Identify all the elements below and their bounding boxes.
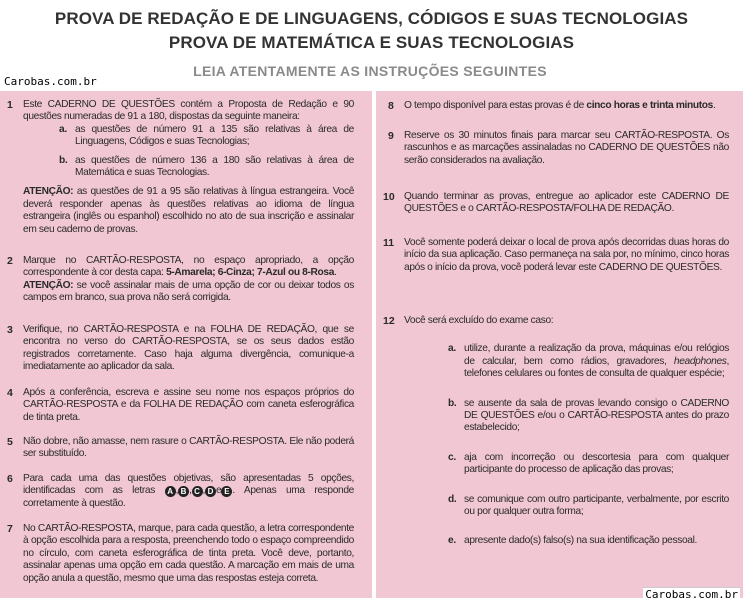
letter-and: e	[216, 485, 222, 497]
instruction-item-12	[404, 315, 729, 548]
sub-letter: b.	[448, 397, 457, 409]
option-letter-c-icon: C	[192, 486, 203, 497]
instruction-item-11: Você somente poderá deixar o local de prova após decorridas duas horas do início da sua aplicação. Caso permaneça na sala por, no mínimo, cinco horas após o início da prova, você poderá levar este CADERNO DE QUESTÕES.	[404, 237, 729, 273]
instruction-item-9: Reserve os 30 minutos finais para marcar seu CARTÃO-RESPOSTA. Os rascunhos e as marcações assinaladas no CADERNO DE QUESTÕES não serão considerados na avaliação.	[404, 130, 729, 166]
item-8-text-post: .	[713, 100, 716, 111]
instruction-item-2: Marque no CARTÃO-RESPOSTA, no espaço apropriado, a opção correspondente à cor desta capa: 5-Amarela; 6-Cinza; 7-Azul ou 8-Rosa. ATENÇÃO: se você assinalar mais de uma opção de cor ou deixar todos os campos em branco, sua prova não será corrigida.	[23, 255, 354, 304]
item-number: 5	[7, 436, 13, 448]
sub-text: apresente dado(s) falso(s) na sua identificação pessoal.	[464, 535, 697, 547]
left-instructions-panel	[0, 91, 372, 598]
sub-letter: c.	[448, 451, 456, 463]
item-number: 6	[7, 473, 13, 485]
sub-letter: a.	[59, 123, 67, 135]
option-letter-b-icon: B	[178, 486, 189, 497]
item-number: 2	[7, 255, 13, 267]
sub-text: se ausente da sala de provas levando consigo o CADERNO DE QUESTÕES e/ou o CARTÃO-RESPOSTA antes do prazo estabelecido;	[464, 397, 729, 434]
sub-text-post: , telefones celulares ou fontes de consulta de qualquer espécie;	[464, 355, 729, 380]
watermark-top: Carobas.com.br	[4, 75, 97, 88]
item-number: 12	[383, 315, 395, 327]
attention-label: ATENÇÃO:	[23, 186, 74, 198]
exam-duration: cinco horas e trinta minutos	[586, 100, 713, 111]
letter-separator: ,	[189, 485, 192, 497]
item-12-sub-d	[446, 494, 729, 519]
instruction-item-4: Após a conferência, escreva e assine seu nome nos espaços próprios do CARTÃO-RESPOSTA e da FOLHA DE REDAÇÃO com caneta esferográfica de tinta preta.	[23, 387, 354, 423]
instruction-item-8	[404, 100, 729, 112]
header-title-1: PROVA DE REDAÇÃO E DE LINGUAGENS, CÓDIGOS E SUAS TECNOLOGIAS	[54, 9, 689, 28]
sub-text: as questões de número 91 a 135 são relativas à área de Linguagens, Códigos e suas Tecnologias;	[75, 123, 354, 148]
sub-letter: e.	[448, 535, 456, 547]
sub-text: as questões de número 136 a 180 são relativas à área de Matemática e suas Tecnologias.	[75, 154, 354, 179]
item-12-sub-c	[446, 452, 729, 477]
instruction-item-1	[23, 99, 354, 236]
item-number: 1	[7, 99, 13, 111]
sub-letter: d.	[448, 493, 457, 505]
cover-colors: 5-Amarela; 6-Cinza; 7-Azul ou 8-Rosa	[166, 267, 335, 279]
letter-separator: ,	[175, 485, 179, 497]
instruction-item-5: Não dobre, não amasse, nem rasure o CARTÃO-RESPOSTA. Ele não poderá ser substituído.	[23, 436, 354, 460]
attention-text: se você assinalar mais de uma opção de cor ou deixar todos os campos em branco, sua prova não será corrigida.	[23, 279, 354, 304]
option-letter-a-icon: A	[165, 486, 176, 497]
option-letter-d-icon: D	[205, 486, 216, 497]
item-6-text: Para cada uma das questões objetivas, são apresentadas 5 opções, identificadas com as letras	[23, 473, 354, 497]
letter-separator: ,	[202, 485, 206, 497]
sub-letter: a.	[448, 343, 456, 355]
item-8-text: O tempo disponível para estas provas é de	[404, 100, 584, 111]
item-number: 10	[383, 191, 395, 203]
item-number: 7	[7, 523, 13, 535]
instruction-item-7: No CARTÃO-RESPOSTA, marque, para cada questão, a letra correspondente à opção escolhida para a resposta, preenchendo todo o espaço compreendido no círculo, com caneta esferográfica de tinta preta. Você deve, portanto, assinalar apenas uma opção em cada questão. A marcação em mais de uma opção anula a questão, mesmo que uma das respostas esteja correta.	[23, 523, 354, 584]
sub-text: aja com incorreção ou descortesia para com qualquer participante do processo de aplicação das provas;	[464, 451, 729, 476]
item-1-text: Este CADERNO DE QUESTÕES contém a Proposta de Redação e 90 questões numeradas de 91 a 180, dispostas da seguinte maneira:	[23, 99, 354, 123]
instruction-item-10: Quando terminar as provas, entregue ao aplicador este CADERNO DE QUESTÕES e o CARTÃO-RESPOSTA/FOLHA DE REDAÇÃO.	[404, 191, 729, 215]
item-12-sub-e	[446, 535, 729, 547]
header-title-2: PROVA DE MATEMÁTICA E SUAS TECNOLOGIAS	[168, 33, 575, 52]
item-12-text: Você será excluído do exame caso:	[404, 315, 554, 326]
right-instructions-panel	[376, 91, 743, 598]
attention-label: ATENÇÃO:	[23, 279, 74, 291]
item-6-text-post: . Apenas uma responde corretamente à questão.	[23, 485, 354, 509]
item-1-sub-b	[57, 155, 354, 180]
sub-text-italic: headphones	[673, 355, 727, 367]
item-number: 3	[7, 324, 13, 336]
instruction-item-6	[23, 473, 354, 510]
item-12-sub-a	[446, 343, 729, 380]
item-number: 11	[383, 237, 395, 249]
sub-text: se comunique com outro participante, verbalmente, por escrito ou por qualquer outra forma;	[464, 493, 729, 518]
item-number: 8	[388, 100, 394, 112]
sub-letter: b.	[59, 154, 68, 166]
sub-text: utilize, durante a realização da prova, máquinas e/ou relógios de calcular, bem como rádios, gravadores,	[464, 343, 729, 367]
item-1-attention	[23, 186, 354, 236]
item-12-sub-b	[446, 398, 729, 435]
item-number: 9	[388, 130, 394, 142]
attention-text: as questões de 91 a 95 são relativas à língua estrangeira. Você deverá responder apenas às questões relativas ao idioma de língua estrangeira (inglês ou espanhol) escolhido no ato de sua inscrição e assinalar em seu caderno de provas.	[23, 186, 355, 235]
item-1-sub-a	[57, 124, 354, 149]
item-number: 4	[7, 387, 13, 399]
instruction-item-3: Verifique, no CARTÃO-RESPOSTA e na FOLHA DE REDAÇÃO, que se encontra no verso do CARTÃO-RESPOSTA, se os seus dados estão registrados corretamente. Caso haja alguma divergência, comunique-a imediatamente ao aplicador da sala.	[23, 324, 354, 373]
item-2-text: Marque no CARTÃO-RESPOSTA, no espaço apropriado, a opção correspondente à cor desta capa:	[23, 255, 354, 279]
instructions-subtitle: LEIA ATENTAMENTE AS INSTRUÇÕES SEGUINTES	[193, 63, 547, 79]
option-letter-e-icon: E	[221, 486, 232, 497]
watermark-bottom: Carobas.com.br	[645, 588, 738, 601]
